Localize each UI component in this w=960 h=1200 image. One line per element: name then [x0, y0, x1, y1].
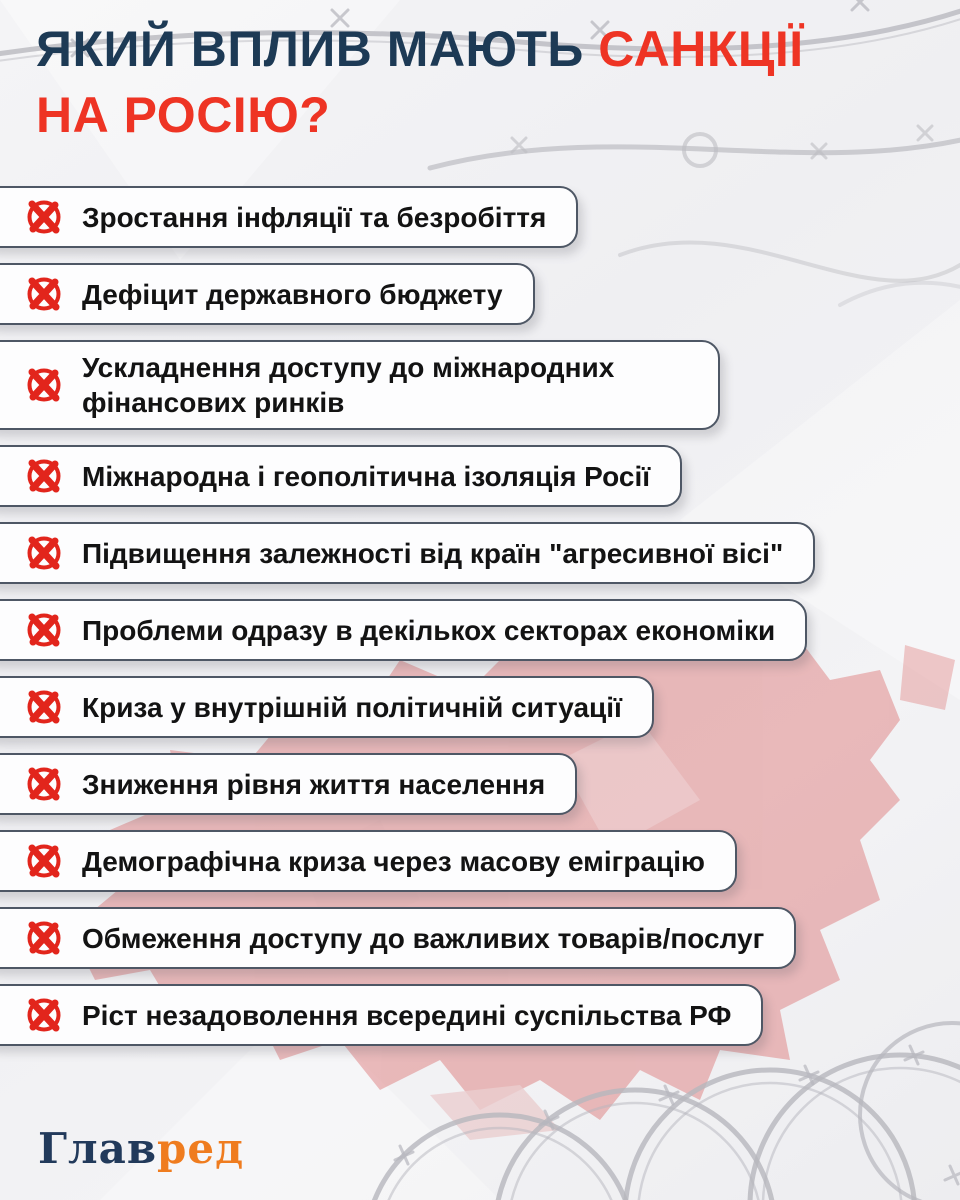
- list-item: [0, 340, 720, 430]
- list-item: [0, 263, 535, 325]
- list-item-label: Проблеми одразу в декількох секторах економіки: [82, 614, 776, 646]
- crossed-x-circle-icon: [24, 764, 64, 804]
- list-item: [0, 186, 578, 248]
- crossed-x-circle-icon: [24, 610, 64, 650]
- list-item-label: Криза у внутрішній політичній ситуації: [82, 691, 622, 723]
- list-item: [0, 753, 577, 815]
- glavred-logo: [38, 1124, 244, 1173]
- list-item-label: Ускладнення доступу до міжнародних фінансових ринків: [82, 352, 615, 418]
- crossed-x-circle-icon: [24, 995, 64, 1035]
- list-item: [0, 522, 815, 584]
- title-line1-dark: ЯКИЙ ВПЛИВ МАЮТЬ: [36, 21, 584, 77]
- list-item: [0, 907, 796, 969]
- crossed-x-circle-icon: [24, 274, 64, 314]
- list-item-label: Підвищення залежності від країн "агресивної вісі": [82, 537, 784, 569]
- logo-text-dark: Глав: [38, 1124, 158, 1173]
- list-item-label: Дефіцит державного бюджету: [82, 278, 503, 310]
- crossed-x-circle-icon: [24, 197, 64, 237]
- crossed-x-circle-icon: [24, 533, 64, 573]
- list-item-label: Міжнародна і геополітична ізоляція Росії: [82, 460, 651, 492]
- list-item: [0, 676, 654, 738]
- crossed-x-circle-icon: [24, 687, 64, 727]
- crossed-x-circle-icon: [24, 456, 64, 496]
- logo-text-orange: ред: [157, 1124, 245, 1173]
- crossed-x-circle-icon: [24, 365, 64, 405]
- list-item-label: Ріст незадоволення всередині суспільства РФ: [82, 999, 732, 1031]
- title-line1-red: САНКЦІЇ: [598, 21, 804, 77]
- list-item: [0, 984, 763, 1046]
- list-item-label: Обмеження доступу до важливих товарів/послуг: [82, 922, 765, 954]
- crossed-x-circle-icon: [24, 918, 64, 958]
- list-item-label: Зростання інфляції та безробіття: [82, 201, 547, 233]
- list-item: [0, 599, 807, 661]
- title-line2-red: НА РОСІЮ?: [36, 87, 331, 143]
- crossed-x-circle-icon: [24, 841, 64, 881]
- page-title: [36, 16, 804, 148]
- list-item: [0, 830, 737, 892]
- sanctions-effects-list: [0, 186, 815, 1046]
- list-item-label: Демографічна криза через масову еміграцію: [82, 845, 705, 877]
- list-item-label: Зниження рівня життя населення: [82, 768, 546, 800]
- list-item: [0, 445, 682, 507]
